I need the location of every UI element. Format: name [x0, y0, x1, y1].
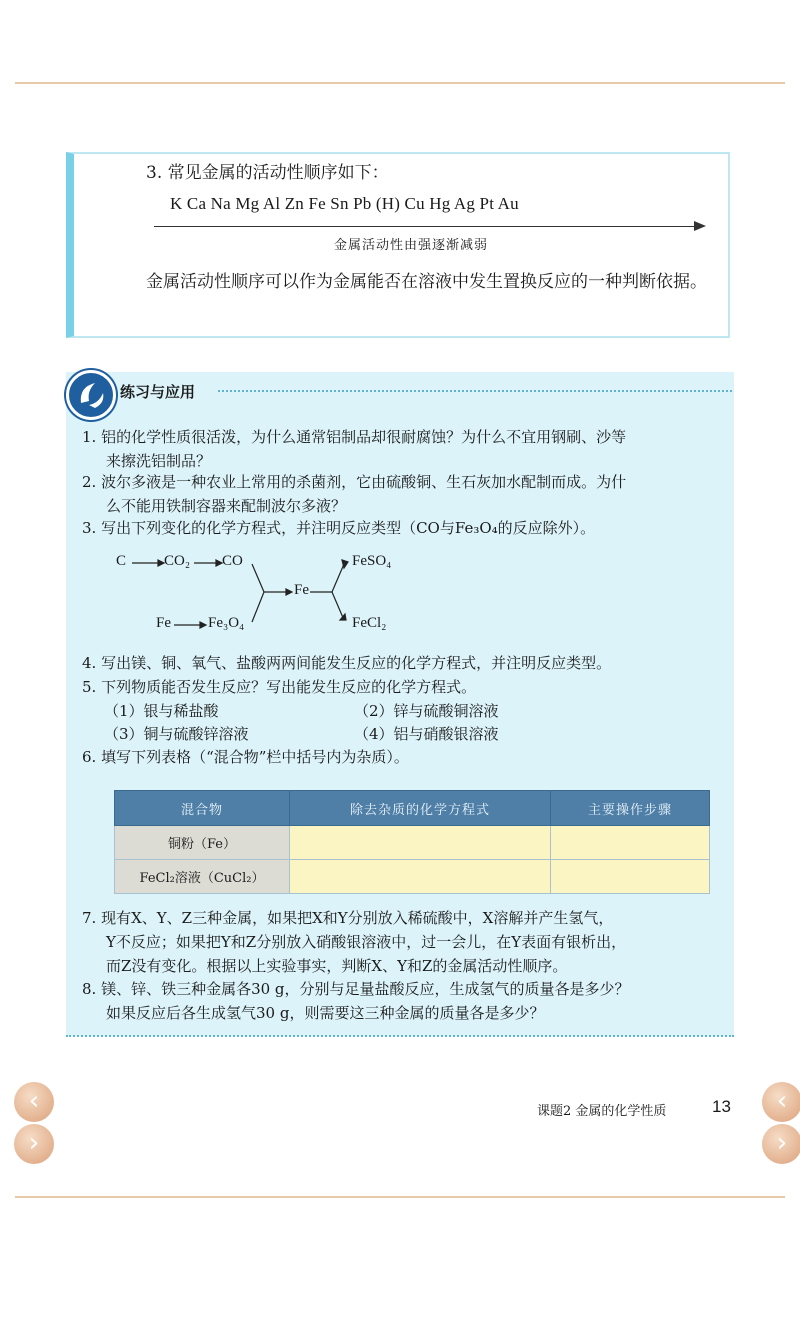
reaction-diagram: [112, 548, 412, 644]
table-row: [115, 826, 710, 860]
table-cell-answer: [290, 826, 551, 860]
table-header-equation: 除去杂质的化学方程式: [290, 791, 551, 826]
next-page-button[interactable]: [14, 1124, 54, 1164]
diagram-co2: CO₂: [164, 553, 191, 569]
diagram-fe-center: Fe: [294, 582, 309, 598]
diagram-fecl2: FeCl₂: [352, 615, 387, 631]
chevron-left-icon: ‹: [28, 1086, 40, 1116]
prev-page-button[interactable]: [14, 1082, 54, 1122]
chapter-footer: 课题2 金属的化学性质: [537, 1104, 667, 1119]
question-3: 3. 写出下列变化的化学方程式，并注明反应类型（CO与Fe₃O₄的反应除外）。: [82, 519, 596, 537]
question-7-line-3: 而Z没有变化。根据以上实验事实，判断X、Y和Z的金属活动性顺序。: [106, 957, 568, 975]
table-cell-mixture: 铜粉（Fe）: [115, 826, 290, 860]
diagram-feso4: FeSO₄: [352, 553, 392, 569]
question-2-line-2: 么不能用铁制容器来配制波尔多液？: [106, 497, 347, 515]
bottom-rule: [15, 1196, 785, 1198]
question-6: 6. 填写下列表格（“混合物”栏中括号内为杂质）。: [82, 748, 409, 766]
top-rule: [15, 82, 785, 84]
question-7-line-1: 7. 现有X、Y、Z三种金属，如果把X和Y分别放入稀硫酸中，X溶解并产生氢气，: [82, 909, 614, 927]
diagram-arrows: [112, 548, 412, 644]
page-number: 13: [712, 1097, 731, 1116]
item-3-heading: 3. 常见金属的活动性顺序如下：: [146, 163, 389, 183]
impurity-table: [114, 790, 710, 894]
diagram-fe-left: Fe: [156, 615, 171, 631]
table-cell-answer: [551, 860, 710, 894]
next-page-button-right[interactable]: [762, 1124, 800, 1164]
series-arrow-head: [694, 221, 706, 231]
exercise-title: 练习与应用: [120, 383, 196, 401]
series-explanation: 金属活动性顺序可以作为金属能否在溶液中发生置换反应的一种判断依据。: [146, 272, 707, 292]
activity-series-box: [66, 152, 730, 338]
diagram-c: C: [116, 553, 127, 569]
question-4: 4. 写出镁、铜、氧气、盐酸两两间能发生反应的化学方程式，并注明反应类型。: [82, 654, 612, 672]
diagram-co: CO: [222, 553, 243, 569]
metal-activity-series: K Ca Na Mg Al Zn Fe Sn Pb (H) Cu Hg Ag Pt Au: [170, 194, 519, 213]
question-7-line-2: Y不反应；如果把Y和Z分别放入硝酸银溶液中，过一会儿，在Y表面有银析出，: [106, 933, 627, 951]
dotted-divider-bottom: [66, 1035, 734, 1037]
chevron-left-icon: ‹: [776, 1086, 788, 1116]
question-1-line-1: 1. 铝的化学性质很活泼，为什么通常铝制品却很耐腐蚀？为什么不宜用钢刷、沙等: [82, 428, 627, 446]
diagram-fe3o4: Fe₃O₄: [208, 615, 245, 631]
table-cell-answer: [290, 860, 551, 894]
table-cell-answer: [551, 826, 710, 860]
q5-item-1: （1）银与稀盐酸: [104, 702, 219, 720]
question-2-line-1: 2. 波尔多液是一种农业上常用的杀菌剂，它由硫酸铜、生石灰加水配制而成。为什: [82, 473, 627, 491]
series-arrow-label: 金属活动性由强逐渐减弱: [334, 238, 489, 253]
chevron-right-icon: ›: [28, 1128, 40, 1158]
table-cell-mixture: FeCl₂溶液（CuCl₂）: [115, 860, 290, 894]
question-8-line-2: 如果反应后各生成氢气30 g，则需要这三种金属的质量各是多少？: [106, 1004, 545, 1022]
table-header-row: [115, 791, 710, 826]
series-arrow-line: [154, 226, 700, 227]
q5-item-2: （2）锌与硫酸铜溶液: [354, 702, 499, 720]
table-row: [115, 860, 710, 894]
exercise-logo-icon: [66, 370, 116, 420]
question-5: 5. 下列物质能否发生反应？写出能发生反应的化学方程式。: [82, 678, 477, 696]
chevron-right-icon: ›: [776, 1128, 788, 1158]
table-header-steps: 主要操作步骤: [551, 791, 710, 826]
prev-page-button-right[interactable]: [762, 1082, 800, 1122]
q5-item-4: （4）铝与硝酸银溶液: [354, 725, 499, 743]
dotted-divider-top: [218, 390, 732, 392]
question-8-line-1: 8. 镁、锌、铁三种金属各30 g，分别与足量盐酸反应，生成氢气的质量各是多少？: [82, 980, 630, 998]
question-1-line-2: 来擦洗铝制品？: [106, 452, 212, 470]
table-header-mixture: 混合物: [115, 791, 290, 826]
q5-item-3: （3）铜与硫酸锌溶液: [104, 725, 249, 743]
